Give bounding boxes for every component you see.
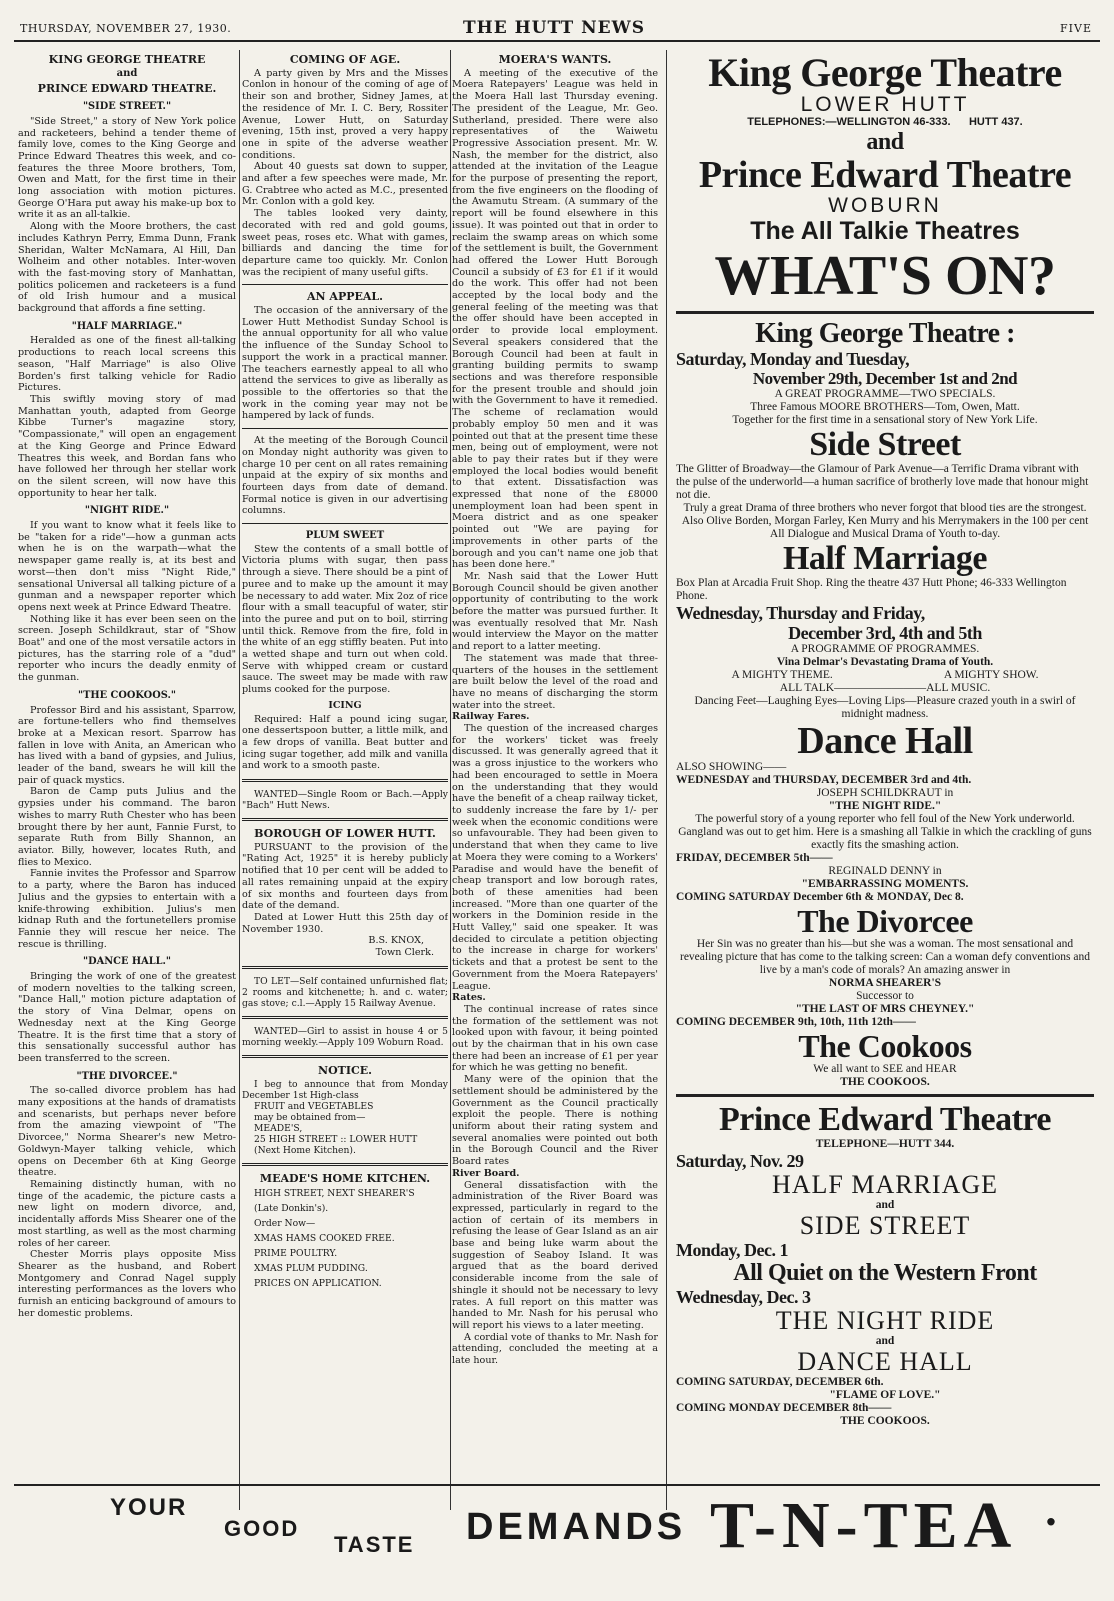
ad-text: Also Olive Borden, Morgan Farley, Ken Murry and his Merrymakers in the 100 per cent All Dialogue and Musical Drama of Youth to-day. — [681, 515, 1089, 540]
divider — [242, 779, 448, 782]
paragraph: Baron de Camp puts Julius and the gypsies under his command. The baron wishes to marry Ruth Chester who has been brought there by her aunt, Fannie Furst, to separate Ruth from Billy Shannon, an aviator. Billy, however, locates Ruth, and flies to Mexico. — [18, 786, 236, 868]
paragraph: The question of the increased charges for the workers' ticket was freely discussed. It was generally agreed that it was a gross injustice to the workers who had been encouraged to settle in Moera on the understanding that they would have the benefit of a cheap railway ticket, to suddenly increase the fare by 1/- per week when the economic conditions were so unfavourable. They had been given to understand that when they came to live at Moera they were coming to a Workers' Paradise and would have the benefit of cheap transport and low borough rates, both of these amenities had been increased. "More than one quarter of the workers in the Dominion reside in the Hutt Valley," said one speaker. It was decided to circulate a petition objecting to the increase in charge for workers' tickets and that a protest be sent to the Government from the Moera Ratepayers' League. — [452, 723, 658, 992]
column-theatre-notes — [18, 50, 236, 1510]
ad-text: COMING SATURDAY, DECEMBER 6th. — [676, 1376, 884, 1388]
paragraph: Mr. Nash said that the Lower Hutt Borough Council should be given another opportunity of contributing to the work before the matter was pursued further. It was eventually resolved that Mr. Nash would interview the Mayor on the matter and report to a latter meeting. — [452, 570, 658, 653]
paragraph: Dated at Lower Hutt this 25th day of November 1930. — [242, 912, 448, 935]
show-dates: Saturday, Monday and Tuesday, — [676, 349, 910, 369]
divider — [242, 818, 448, 821]
ad-subtitle: WOBURN — [828, 194, 942, 217]
paragraph: Remaining distinctly human, with no tinge of the academic, the picture casts a new light on modern divorce, and, incidentally affords Miss Shearer one of the most startling, as well as the most charming roles of her career. — [18, 1178, 236, 1249]
subheading: "NIGHT RIDE." — [84, 505, 170, 517]
tea-banner — [14, 1484, 1100, 1596]
home-kitchen-ad — [242, 1186, 448, 1291]
film-title: Half Marriage — [782, 540, 988, 577]
column-local-news — [242, 50, 448, 1510]
film-title: The Divorcee — [797, 903, 973, 939]
article-heading: PLUM SWEET — [305, 530, 385, 542]
masthead: THE HUTT NEWS — [463, 18, 645, 38]
whats-on-heading: WHAT'S ON? — [714, 245, 1056, 307]
classified-ad — [242, 789, 448, 811]
banner-word: GOOD — [224, 1516, 300, 1541]
ad-text: Truly a great Drama of three brothers who never forgot that blood ties are the strongest. — [683, 502, 1087, 514]
paragraph: Nothing like it has ever been seen on the screen. Joseph Schildkraut, star of "Show Boat" and one of the most versatile actors in pictures, has the starring role of a "dud" reporter who incurs the deadly enmity of the gunman. — [18, 613, 236, 684]
ad-and: and — [866, 129, 904, 155]
ad-text: Order Now— — [254, 1218, 316, 1230]
ad-text: COMING DECEMBER 9th, 10th, 11th 12th—— — [676, 1016, 916, 1028]
ad-text-row — [676, 669, 1094, 682]
ad-text: MEADE'S, — [254, 1122, 303, 1134]
ad-text: PRICES ON APPLICATION. — [254, 1278, 382, 1290]
paragraph: A cordial vote of thanks to Mr. Nash for attending, concluded the meeting at a late hour. — [452, 1331, 658, 1367]
column-rule — [450, 50, 451, 1510]
show-dates: Wednesday, Dec. 3 — [676, 1287, 811, 1307]
phone-numbers: HUTT 437. — [968, 116, 1023, 128]
ad-text: FRIDAY, DECEMBER 5th—— — [676, 852, 833, 864]
ad-text: ————ALL MUSIC. — [880, 682, 991, 694]
paragraph: About 40 guests sat down to supper, and after a few speeches were made, Mr. G. Crabtree who acted as M.C., presented Mr. Conlon with a gold key. — [242, 161, 448, 208]
ad-text: XMAS PLUM PUDDING. — [254, 1263, 368, 1275]
show-dates: Wednesday, Thursday and Friday, — [676, 603, 925, 623]
ad-text: WEDNESDAY and THURSDAY, DECEMBER 3rd and 4th. — [676, 774, 972, 786]
ad-text: The powerful story of a young reporter who fell foul of the New York underworld. Gangland was out to get him. Here is a smashing all Talkie in which the crackling of guns exactly fits the smashing action. — [678, 813, 1092, 851]
notice-heading: BOROUGH OF LOWER HUTT. — [254, 827, 436, 841]
article-heading: ICING — [328, 699, 362, 711]
ad-text: A PROGRAMME OF PROGRAMMES. — [790, 643, 980, 655]
ad-text: WANTED—Single Room or Bach.—Apply "Bach" Hutt News. — [242, 789, 448, 812]
banner-mark: . — [1044, 1488, 1058, 1535]
article-heading: KING GEORGE THEATRE — [48, 53, 206, 66]
article-heading: COMING OF AGE. — [289, 53, 401, 66]
ad-text: "EMBARRASSING MOMENTS. — [801, 878, 969, 890]
issue-date: THURSDAY, NOVEMBER 27, 1930. — [20, 22, 232, 35]
column-rule — [239, 50, 240, 1510]
paragraph: The continual increase of rates since the formation of the settlement was not looked upon with favour, it being pointed out by the chairman that in his own case there had been an increase of £1 per year for which he was getting no benefit. — [452, 1003, 658, 1074]
divider — [242, 428, 448, 429]
paragraph: Bringing the work of one of the greatest of modern novelties to the talking screen, "Dance Hall," motion picture adaptation of the story of Vina Delmar, opens on Wednesday next at the King George Theatre. It is the first time that a story of this sensationally successful author has been transferred to the screen. — [18, 971, 236, 1064]
subheading: "HALF MARRIAGE." — [71, 320, 183, 332]
meade-notice — [242, 1079, 448, 1156]
film-title: HALF MARRIAGE — [771, 1170, 999, 1199]
ad-text: and — [875, 1199, 895, 1211]
paragraph: PURSUANT to the provision of the "Rating Act, 1925" it is hereby publicly notified that 10 per cent will be added to all rates remaining unpaid at the expiry of six months and fourteen days from date of the demand. — [242, 841, 448, 912]
section-title: King George Theatre : — [755, 318, 1015, 349]
paragraph: If you want to know what it feels like to be "taken for a ride"—how a gunman acts when he is on the warpath—what the newspaper game really is, at its best and worst—then don't miss "Night Ride," sensational Universal all talking picture of a gunman and a newspaper reporter which opens next week at Prince Edward Theatre. — [18, 520, 236, 613]
ad-title: Prince Edward Theatre — [698, 154, 1072, 196]
subheading: River Board. — [452, 1167, 520, 1179]
paragraph: A meeting of the executive of the Moera Ratepayers' League was held in the Moera Hall last Thursday evening. The president of the League, Mr. Geo. Sutherland, presided. There were also representatives of the Waiwetu Progressive Association present. Mr. W. Nash, the member for the district, also attended at the invitation of the League for the purpose of presenting the report, from the five engineers on the flooding of the Awamutu Stream. (A summary of the report will be found elsewhere in this issue). It was pointed out that in order to reclaim the swamp areas on which some of the settlement is built, the Government had offered the Lower Hutt Borough Council a subsidy of £3 for £1 if it would do the work. This offer had not been accepted by the local body and the general feeling of the meeting was that the offer should have been accepted in order to provide local employment. Several speakers considered that the Borough Council had been at fault in granting building permits to swamp sections and was therefore responsible for the present trouble and should join with the Government to have it remedied. The scheme of reclamation would probably employ 50 men and it was pointed out that at the present time these men, being out of employment, were not able to pay their rates but if they were employed the local bodies would benefit to that extent. Dissatisfaction was expressed that none of the £8000 unemployment loan had been spent in Moera district and as one speaker pointed out "We are paying for improvements in other parts of the borough and you can't name one job that has been done here." — [452, 67, 658, 571]
classified-ad — [242, 976, 448, 1009]
article-heading: AN APPEAL. — [307, 290, 383, 304]
paragraph: Along with the Moore brothers, the cast includes Kathryn Perry, Emma Dunn, Frank Sheridan, Walter McNamara, Al Hill, Dan Wolheim and other notables. Inter-woven with the fast-moving story of Manhattan, politics policemen and racketeers is a fund of old Irish humour and a musical background that affords a fine setting. — [18, 221, 236, 315]
paragraph: This swiftly moving story of mad Manhattan youth, adapted from George Kibbe Turner's magazine story, "Compassionate," will open an engagement at the King George and Prince Edward Theatres this week, and Bordan fans who have followed her through her stellar work on the silent screen, will now have this opportunity to hear her talk. — [18, 393, 236, 499]
show-dates: Saturday, Nov. 29 — [676, 1151, 804, 1171]
ad-text: (Next Home Kitchen). — [254, 1144, 356, 1156]
film-title: The Cookoos — [798, 1028, 972, 1064]
ad-text: Vina Delmar's Devastating Drama of Youth. — [776, 656, 994, 668]
divider — [242, 1016, 448, 1019]
ad-text: Her Sin was no greater than his—but she was a woman. The most sensational and revealing picture that has come to the talking screen: Can a woman defy conventions and live by a man's code of morals? An amazing answer in — [679, 938, 1091, 976]
paragraph: A party given by Mrs and the Misses Conlon in honour of the coming of age of their son and brother, Sidney James, at the residence of Mr. I. C. Bery, Rossiter Avenue, Lower Hutt, on Saturday evening, 15th inst, proved a very happy one in spite of the adverse weather conditions. — [242, 67, 448, 161]
divider — [242, 1163, 448, 1166]
signature: B.S. KNOX, — [368, 935, 424, 947]
banner-word: YOUR — [110, 1494, 188, 1521]
ad-text-row — [676, 682, 1094, 695]
paragraph: The so-called divorce problem has had many expositions at the hands of dramatists and scenarists, but perhaps never before from the amazing viewpoint of "The Divorcee," Norma Shearer's new Metro-Goldwyn-Mayer talking vehicle, which opens on December 6th at King George theatre. — [18, 1085, 236, 1179]
ad-text: Successor to — [856, 990, 914, 1002]
banner-word: DEMANDS — [466, 1506, 687, 1548]
ad-text: PRIME POULTRY. — [254, 1248, 338, 1260]
paragraph: Many were of the opinion that the settlement should be administered by the Government as the Council practically exploit the people. There is nothing uniform about their rating system and several anomalies were pointed out both in the Borough Council and the River Board rates — [452, 1074, 658, 1168]
banner-word: TASTE — [334, 1532, 415, 1557]
article-heading: and — [116, 67, 138, 79]
divider — [676, 1094, 1094, 1097]
ad-text: Dancing Feet—Laughing Eyes—Loving Lips—Pleasure crazed youth in a swirl of midnight madness. — [694, 695, 1076, 720]
divider — [242, 1055, 448, 1058]
phone-line — [676, 116, 1094, 129]
paragraph: At the meeting of the Borough Council on Monday night authority was given to charge 10 per cent on all rates remaining unpaid at the expiry of six months and fourteen days from date of demand. Formal notice is given in our advertising columns. — [242, 435, 448, 517]
ad-text: ALSO SHOWING—— — [676, 761, 787, 773]
ad-text: XMAS HAMS COOKED FREE. — [254, 1233, 395, 1245]
ad-text: COMING SATURDAY December 6th & MONDAY, Dec 8. — [676, 891, 964, 903]
subheading: "SIDE STREET." — [82, 101, 172, 113]
column-moera — [452, 50, 658, 1510]
show-dates: November 29th, December 1st and 2nd — [752, 369, 1018, 388]
signature-title: Town Clerk. — [375, 947, 434, 959]
ad-title: King George Theatre — [708, 52, 1062, 95]
ad-text: A MIGHTY SHOW. — [943, 669, 1039, 681]
classified-ad — [242, 1026, 448, 1048]
ad-text: Together for the first time in a sensational story of New York Life. — [732, 414, 1038, 426]
phone-numbers: TELEPHONES:—WELLINGTON 46-333. — [747, 116, 951, 128]
paragraph: General dissatisfaction with the administration of the River Board was expressed, particularly in regard to the action of certain of its members in refusing the lease of Gear Island as an air base and being luke warm about the suggestion of Seaboy Island. It was argued that as the board derived considerable income from the sale of shingle it should not be necessary to levy rates. A full report on this matter was handed to Mr. Nash for his perusal who will report his views to a later meeting. — [452, 1179, 658, 1331]
ad-text: Box Plan at Arcadia Fruit Shop. Ring the theatre 437 Hutt Phone; 46-333 Wellington Phone. — [676, 577, 1067, 602]
subheading: "THE COOKOOS." — [78, 689, 176, 701]
ad-text: A GREAT PROGRAMME—TWO SPECIALS. — [774, 388, 996, 400]
article-heading: PRINCE EDWARD THEATRE. — [37, 82, 217, 96]
ad-text: 25 HIGH STREET :: LOWER HUTT — [254, 1133, 418, 1145]
ad-text: TELEPHONE—HUTT 344. — [815, 1138, 955, 1150]
ad-text: COMING MONDAY DECEMBER 8th—— — [676, 1402, 892, 1414]
section-title: Prince Edward Theatre — [719, 1101, 1051, 1138]
paragraph: Stew the contents of a small bottle of Victoria plums with sugar, then pass through a sieve. There should be a pint of puree and to make up the amount it may be necessary to add water. Mix 2oz of rice flour with a small teacupful of water, stir into the puree and put on to boil, stirring until thick. Remove from the fire, fold in the white of an egg stiffly beaten. Put into a wetted shape and turn out when cold. Serve with whipped cream or custard sauce. The sweet may be made with raw plums cooked for the purpose. — [242, 543, 448, 696]
paragraph: Heralded as one of the finest all-talking productions to reach local screens this season, "Half Marriage" is also Olive Borden's first talking vehicle for Radio Pictures. — [18, 335, 236, 394]
page-header — [14, 18, 1100, 42]
paragraph: The statement was made that three-quarters of the houses in the settlement are built below the level of the road and have no means of discharging the storm water into the street. — [452, 652, 658, 711]
film-title: SIDE STREET — [799, 1211, 971, 1240]
ad-tagline: The All Talkie Theatres — [750, 217, 1020, 245]
subheading: "DANCE HALL." — [83, 956, 171, 968]
ad-text: I beg to announce that from Monday December 1st High-class — [242, 1078, 448, 1101]
notice-heading: NOTICE. — [318, 1063, 372, 1077]
ad-text: FRUIT and VEGETABLES — [254, 1100, 374, 1112]
ad-text: "FLAME OF LOVE." — [829, 1389, 941, 1401]
page-number: FIVE — [1060, 22, 1092, 35]
ad-text: The Glitter of Broadway—the Glamour of Park Avenue—a Terrific Drama vibrant with the pulse of the underworld—a human sacrifice of brotherly love made that honour might not die. — [676, 463, 1089, 501]
paragraph: Fannie invites the Professor and Sparrow to a party, where the Baron has induced Julius and the gypsies to entertain with a knife-throwing exhibition. Julius's men kidnap Ruth and the fortunetellers promise Fannie they will rescue her neice. The rescue is thrilling. — [18, 868, 236, 950]
brand-name: T-N-TEA — [710, 1489, 1018, 1562]
ad-text: A MIGHTY THEME. — [731, 669, 833, 681]
ad-text: THE COOKOOS. — [840, 1415, 930, 1427]
film-title: Side Street — [809, 426, 961, 463]
film-title: Dance Hall — [797, 720, 973, 762]
paragraph: Chester Morris plays opposite Miss Shearer as the husband, and Robert Montgomery and Conrad Nagel supply interesting performances as the lovers who furnish an enticing background of amours to her domestic problems. — [18, 1249, 236, 1319]
ad-text: WANTED—Girl to assist in house 4 or 5 morning weekly.—Apply 109 Woburn Road. — [242, 1025, 448, 1048]
divider — [242, 966, 448, 969]
divider — [242, 523, 448, 524]
ad-text: may be obtained from— — [254, 1111, 366, 1123]
subheading: "THE DIVORCEE." — [76, 1070, 178, 1082]
subheading: Railway Fares. — [452, 711, 530, 723]
ad-text: (Late Donkin's). — [254, 1203, 329, 1215]
article-heading: MOERA'S WANTS. — [498, 53, 612, 66]
paragraph: "Side Street," a story of New York police and racketeers, behind a tender theme of family love, comes to the King George and Prince Edward Theatres this week, and co-features the three Moore brothers, Tom, Owen and Matt, for the first time in their long association with motion pictures. George O'Hara put away his make-up box to write it as an all-talkie. — [18, 115, 236, 221]
paragraph: The occasion of the anniversary of the Lower Hutt Methodist Sunday School is the annual opportunity for all who value the influence of the Sunday School to support the work in a practical manner. The teachers earnestly appeal to all who attend the services to give as liberally as possible to the offertories so that the work in the coming year may not be hampered by lack of funds. — [242, 305, 448, 422]
ad-text: and — [875, 1335, 895, 1347]
ad-text: Three Famous MOORE BROTHERS—Tom, Owen, Matt. — [750, 401, 1020, 413]
paragraph: The tables looked very dainty, decorated with red and gold goums, sweet peas, roses etc. What with games, billiards and dancing the time for departure came too quickly. Mr. Conlon was the recipient of many useful gifts. — [242, 208, 448, 278]
paragraph: Professor Bird and his assistant, Sparrow, are fortune-tellers who find themselves broke at a Mexican resort. Sparrow has fallen in love with Anita, an American who has lived with a band of gypsies, and Julius, leader of the band, swears he will kill the pair of quack mystics. — [18, 704, 236, 786]
film-title: DANCE HALL — [797, 1347, 973, 1376]
ad-text: "THE LAST OF MRS CHEYNEY." — [795, 1003, 975, 1015]
subheading: Rates. — [452, 992, 486, 1004]
divider — [676, 311, 1094, 314]
film-title: All Quiet on the Western Front — [733, 1260, 1037, 1286]
ad-text: TO LET—Self contained unfurnished flat; 2 rooms and kitchenette; h. and c. water; gas stove; c.l.—Apply 15 Railway Avenue. — [242, 975, 448, 1009]
ad-text: JOSEPH SCHILDKRAUT in — [816, 787, 954, 799]
paragraph: Required: Half a pound icing sugar, one dessertspoon butter, a little milk, and a few drops of vanilla. Beat butter and icing sugar together, add milk and vanilla and work to a smooth paste. — [242, 713, 448, 772]
ad-text: "THE NIGHT RIDE." — [828, 800, 942, 812]
show-dates: Monday, Dec. 1 — [676, 1240, 788, 1260]
notice-heading: MEADE'S HOME KITCHEN. — [259, 1171, 431, 1185]
ad-text: We all want to SEE and HEAR — [813, 1063, 957, 1075]
ad-text: HIGH STREET, NEXT SHEARER'S — [254, 1188, 415, 1200]
ad-text: REGINALD DENNY in — [828, 865, 942, 877]
ad-text: THE COOKOOS. — [840, 1076, 930, 1088]
ad-subtitle: LOWER HUTT — [800, 93, 970, 116]
ad-text: ALL TALK———— — [779, 682, 881, 694]
theatre-advertisement — [676, 52, 1094, 1477]
ad-text: NORMA SHEARER'S — [828, 977, 942, 989]
divider — [242, 284, 448, 285]
show-dates: December 3rd, 4th and 5th — [788, 623, 982, 643]
column-rule — [666, 50, 667, 1510]
film-title: THE NIGHT RIDE — [775, 1306, 995, 1335]
